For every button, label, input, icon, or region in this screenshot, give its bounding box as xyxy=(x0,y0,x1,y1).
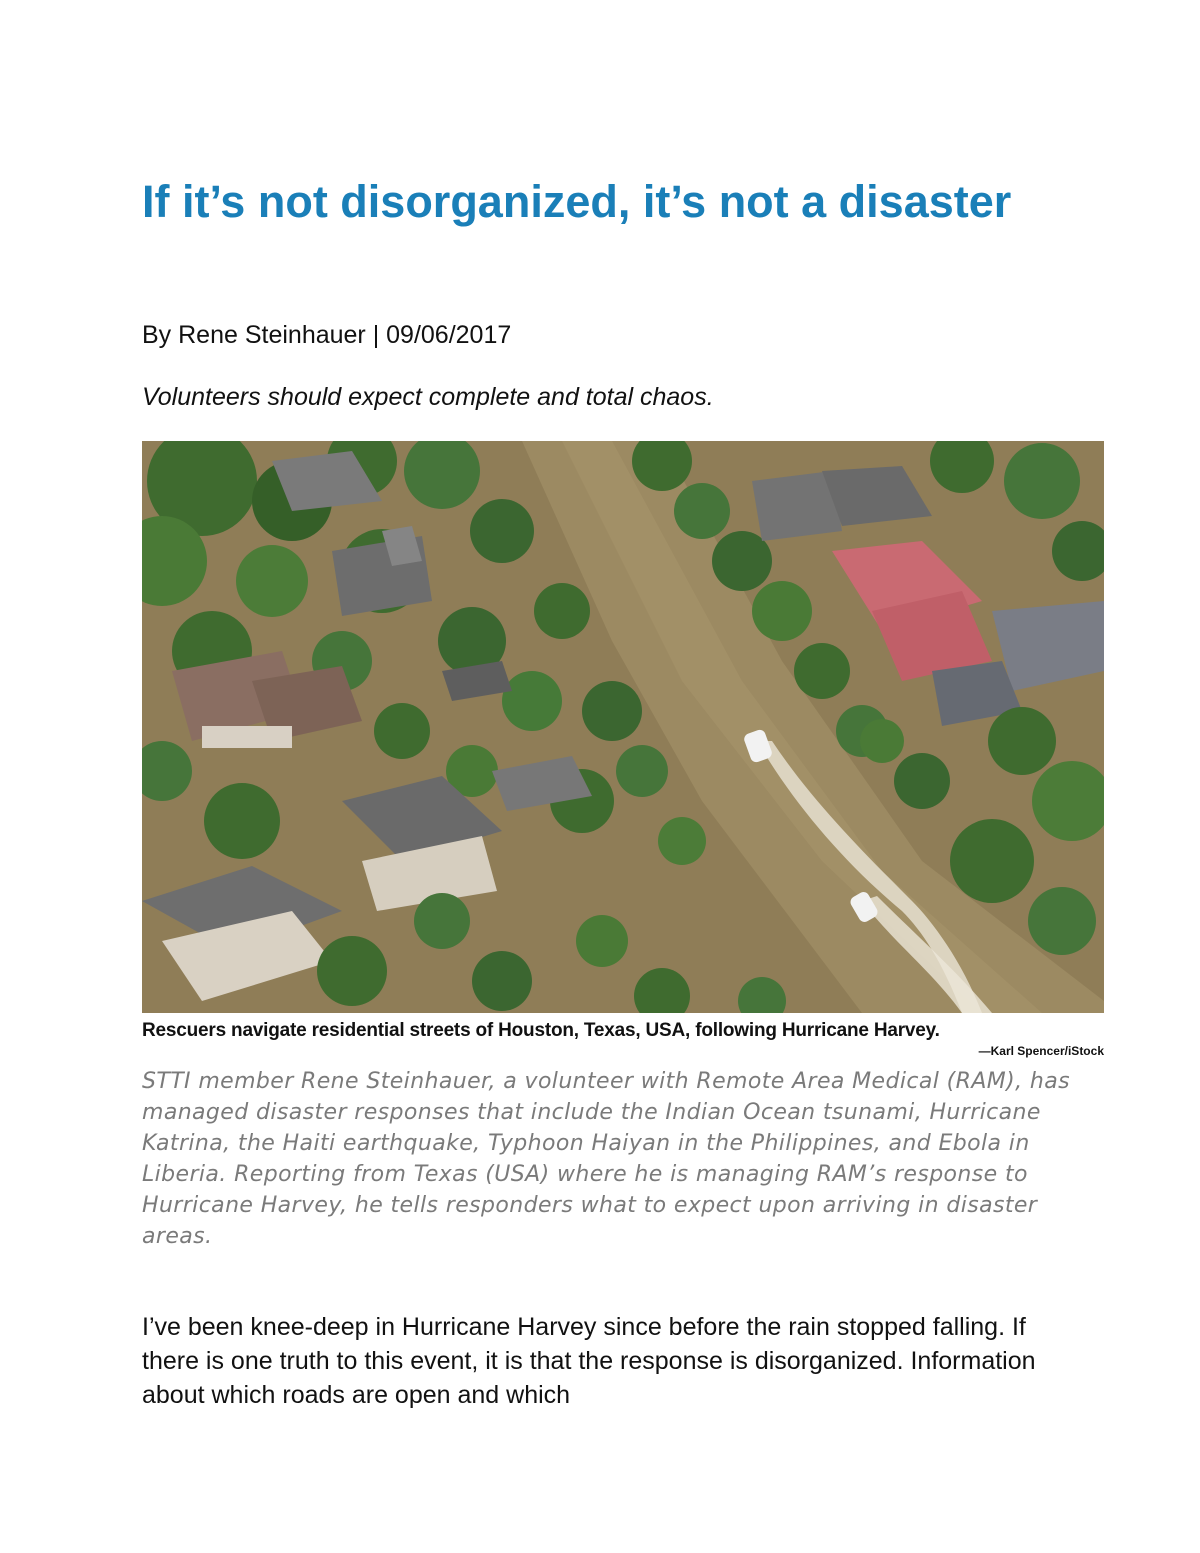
article-body: I’ve been knee-deep in Hurricane Harvey since before the rain stopped falling. If there is one truth to this event, it is that the response is disorganized. Information about which roads are open and which xyxy=(142,1313,1036,1409)
image-credit: —Karl Spencer/iStock xyxy=(978,1044,1104,1058)
flood-aerial-illustration xyxy=(142,441,1104,1013)
article-title: If it’s not disorganized, it’s not a disaster xyxy=(142,176,1012,227)
image-caption: Rescuers navigate residential streets of Houston, Texas, USA, following Hurricane Harvey. xyxy=(142,1020,940,1041)
article-deck: Volunteers should expect complete and total chaos. xyxy=(142,383,714,411)
article-intro: STTI member Rene Steinhauer, a volunteer with Remote Area Medical (RAM), has managed disaster responses that include the Indian Ocean tsunami, Hurricane Katrina, the Haiti earthquake, Typhoon Haiyan in the Philippines, and Ebola in Liberia. Reporting from Texas (USA) where he is managing RAM’s response to Hurricane Harvey, he tells responders what to expect upon arriving in disaster areas. xyxy=(142,1069,1071,1249)
flood-aerial-photo xyxy=(142,441,1104,1013)
article-byline: By Rene Steinhauer | 09/06/2017 xyxy=(142,321,512,349)
